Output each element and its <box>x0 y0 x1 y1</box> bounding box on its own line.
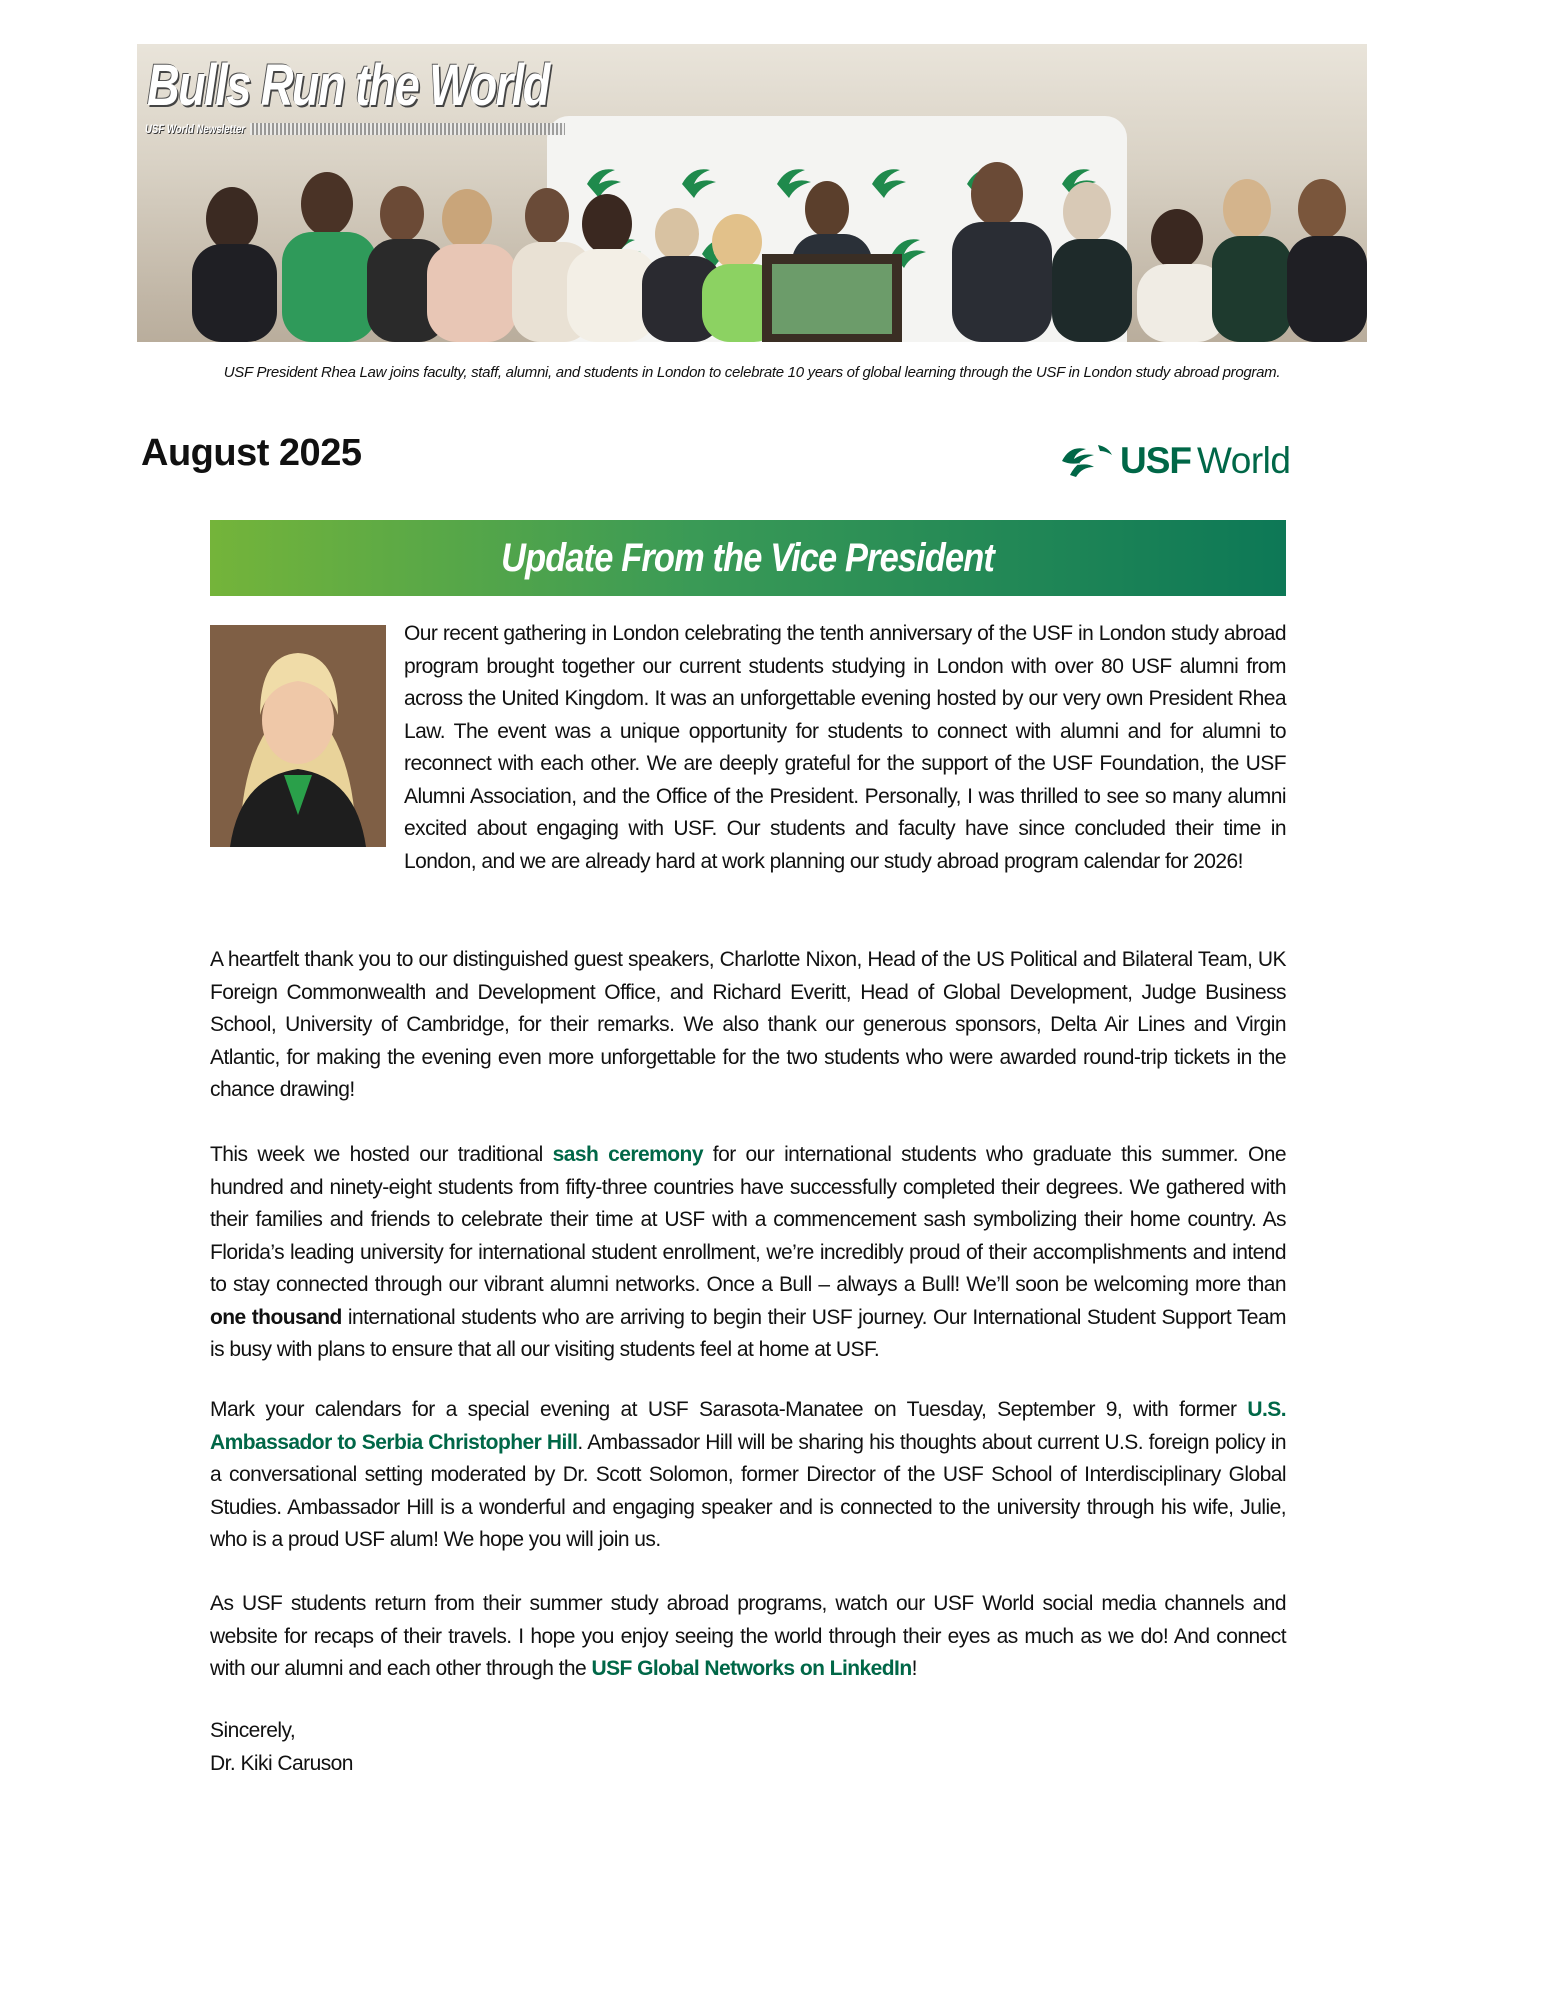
logo-usf-text: USF <box>1120 440 1191 481</box>
ambassador-link[interactable]: U.S. Ambassador to Serbia Christopher Hill <box>210 1398 1286 1454</box>
paragraph-sash-ceremony <box>210 1139 1286 1367</box>
logo-world-text: World <box>1197 440 1291 481</box>
p4-text-b: . Ambassador Hill will be sharing his thoughts about current U.S. foreign policy in a conversational setting moderated by Dr. Scott Solomon, former Director of the USF School of Interdisciplinary Global Studies. Ambassador Hill is a wonderful and engaging speaker and is connected to the university through his wife, Julie, who is a proud USF alum! We hope you will join us. <box>210 1430 1286 1551</box>
signature-name: Dr. Kiki Caruson <box>210 1751 353 1775</box>
linkedin-networks-link[interactable]: USF Global Networks on LinkedIn <box>591 1657 912 1680</box>
section-title: Update From the Vice President <box>501 535 995 580</box>
p4-text-a: Mark your calendars for a special evening at USF Sarasota-Manatee on Tuesday, September 9, with former <box>210 1398 1248 1421</box>
p3-bold-text: one thousand <box>210 1305 342 1329</box>
issue-date: August 2025 <box>141 432 362 474</box>
signature-closing: Sincerely, <box>210 1719 296 1742</box>
photo-caption: USF President Rhea Law joins faculty, staff, alumni, and students in London to celebrate 10 years of global learning through the USF in London study abroad program. <box>223 364 1281 381</box>
p5-text-a: As USF students return from their summer study abroad programs, watch our USF World social media channels and website for recaps of their travels. I hope you enjoy seeing the world through their eyes as much as we do! And connect with our alumni and each other through the <box>210 1592 1286 1680</box>
p3-text-c: international students who are arriving to begin their USF journey. Our International Student Support Team is busy with plans to ensure that all our visiting students feel at home at USF. <box>210 1305 1287 1361</box>
section-header <box>210 520 1286 596</box>
sash-ceremony-link[interactable]: sash ceremony <box>552 1143 703 1166</box>
p5-text-b: ! <box>911 1657 917 1680</box>
paragraph-ambassador-event <box>210 1394 1286 1557</box>
banner-photo <box>137 44 1367 342</box>
paragraph-intro <box>404 618 1286 878</box>
subtitle-hatch-decoration <box>250 123 565 135</box>
p3-text-a: This week we hosted our traditional <box>210 1143 553 1166</box>
paragraph-speakers-text: A heartfelt thank you to our distinguished guest speakers, Charlotte Nixon, Head of the US Political and Bilateral Team, UK Foreign Commonwealth and Development Office, and Richard Everitt, Head of Global Development, Judge Business School, University of Cambridge, for their remarks. We also thank our generous sponsors, Delta Air Lines and Virgin Atlantic, for making the evening even more unforgettable for the two students who were awarded round-trip tickets in the chance drawing! <box>210 948 1286 1101</box>
newsletter-title: Bulls Run the World <box>147 53 549 118</box>
paragraph-intro-text: Our recent gathering in London celebrating the tenth anniversary of the USF in London study abroad program brought together our current students studying in London with over 80 USF alumni from across the United Kingdom. It was an unforgettable evening hosted by our very own President Rhea Law. The event was a unique opportunity for students to connect with alumni and for alumni to reconnect with each other. We are deeply grateful for the support of the USF Foundation, the USF Alumni Association, and the Office of the President. Personally, I was thrilled to see so many alumni excited about engaging with USF. Our students and faculty have since concluded their time in London, and we are already hard at work planning our study abroad program calendar for 2026! <box>404 622 1286 873</box>
vice-president-portrait <box>210 625 386 847</box>
newsletter-subtitle-bar <box>145 122 565 136</box>
paragraph-speakers <box>210 944 1286 1107</box>
newsletter-subtitle: USF World Newsletter <box>145 122 246 136</box>
signature-block <box>210 1715 353 1780</box>
p3-text-b: for our international students who graduate this summer. One hundred and ninety-eight students from fifty-three countries have successfully completed their degrees. We gathered with their families and friends to celebrate their time at USF with a commencement sash symbolizing their home country. As Florida’s leading university for international student enrollment, we’re incredibly proud of their accomplishments and intend to stay connected through our vibrant alumni networks. Once a Bull – always a Bull! We’ll soon be welcoming more than <box>210 1143 1286 1296</box>
usf-world-logo[interactable] <box>1058 436 1290 486</box>
paragraph-social-media <box>210 1588 1286 1686</box>
bull-horns-icon <box>1058 439 1114 483</box>
